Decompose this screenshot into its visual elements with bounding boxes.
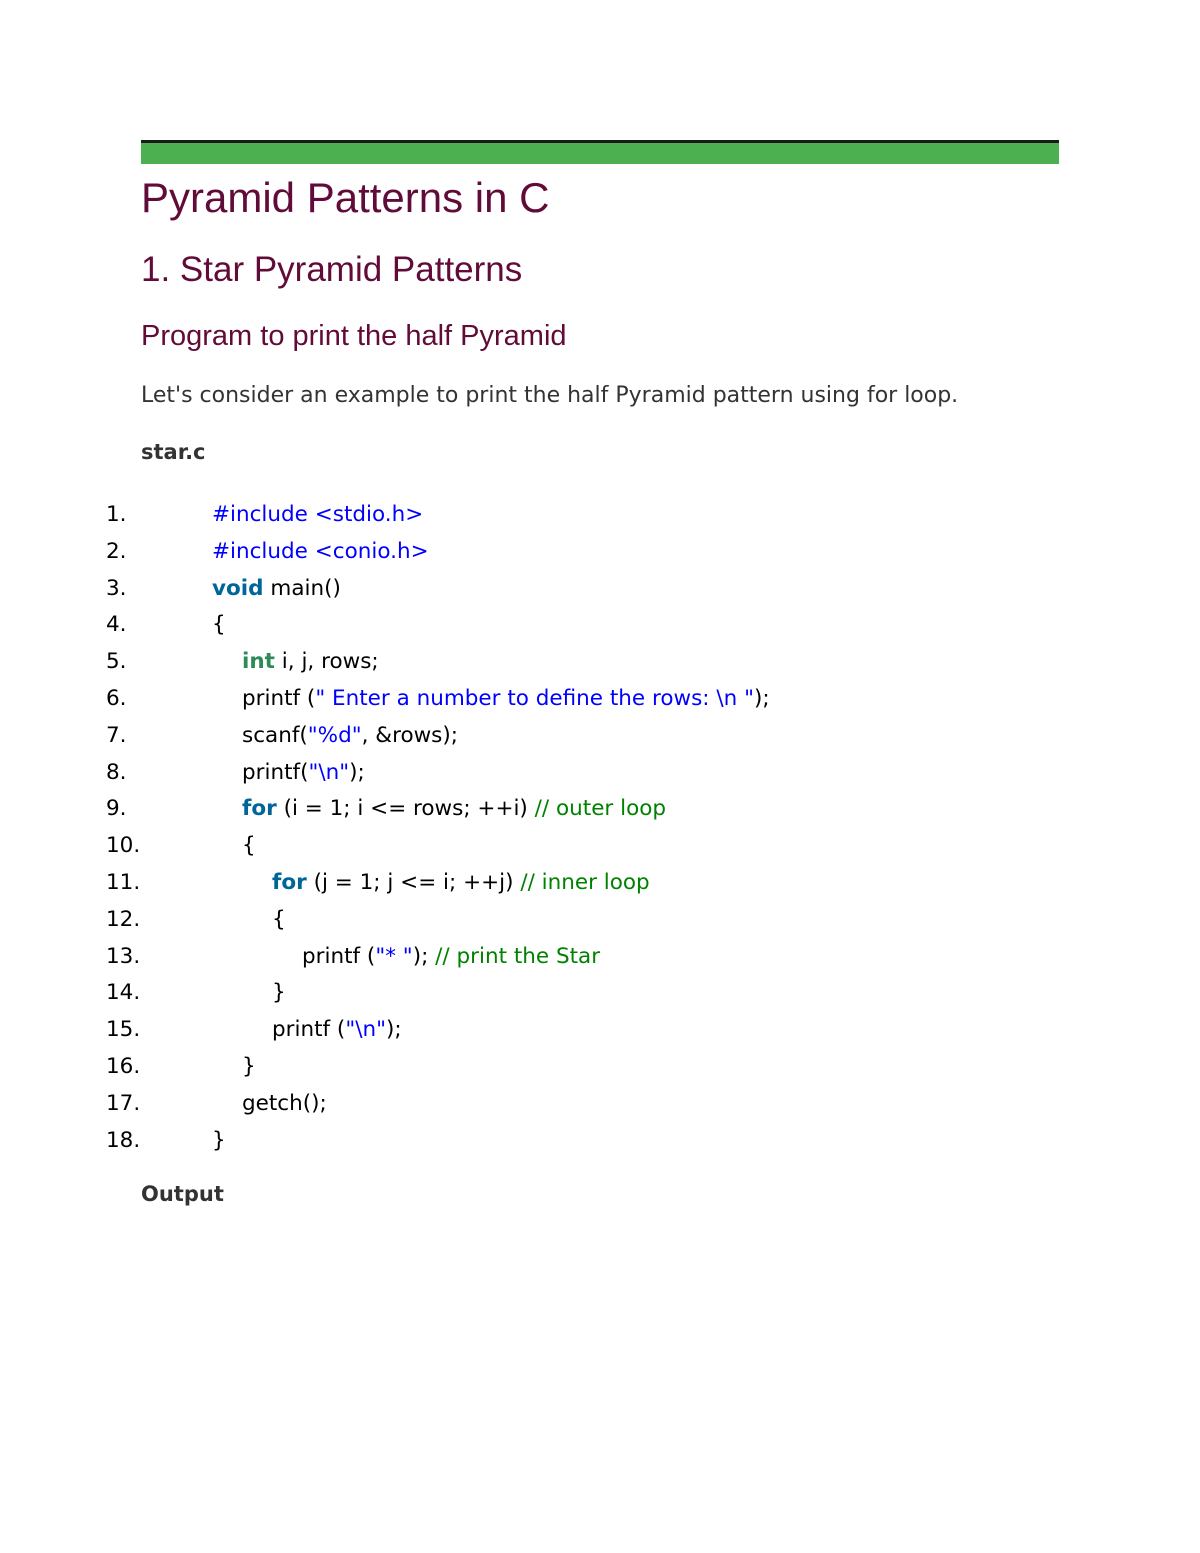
line-number: 18. <box>106 1127 141 1153</box>
code-token: main() <box>263 575 341 601</box>
code-token: (j = 1; j <= i; ++j) <box>306 869 521 895</box>
code-token: ); <box>753 685 770 711</box>
code-line <box>0 718 1200 755</box>
code-token: } <box>242 1053 256 1079</box>
line-number: 9. <box>106 796 127 822</box>
code-token: { <box>212 612 226 638</box>
line-number: 16. <box>106 1053 141 1079</box>
line-number: 4. <box>106 612 127 638</box>
code-text <box>212 534 429 571</box>
code-token: getch(); <box>242 1090 327 1116</box>
code-text <box>242 791 666 828</box>
line-number: 1. <box>106 502 127 527</box>
code-token: #include <conio.h> <box>212 538 429 564</box>
code-line <box>0 644 1200 681</box>
code-line <box>0 571 1200 608</box>
code-line <box>0 681 1200 718</box>
subsection-heading: Program to print the half Pyramid <box>141 320 567 352</box>
code-text <box>242 755 365 792</box>
code-text <box>242 1049 256 1086</box>
line-number: 3. <box>106 575 127 601</box>
line-number: 15. <box>106 1017 141 1043</box>
code-listing <box>0 497 1200 1159</box>
code-token: printf( <box>242 759 309 785</box>
code-token: ); <box>412 943 436 969</box>
section-divider-bar <box>141 140 1059 164</box>
code-token: void <box>212 575 264 601</box>
code-text <box>212 571 341 608</box>
code-line <box>0 497 1200 534</box>
code-token: "\n" <box>308 759 350 785</box>
code-token: #include <stdio.h> <box>212 502 424 527</box>
code-token: } <box>212 1127 226 1153</box>
code-text <box>242 644 379 681</box>
line-number: 12. <box>106 906 141 932</box>
code-token: "%d" <box>307 722 362 748</box>
code-token: ); <box>349 759 365 785</box>
code-line <box>0 1049 1200 1086</box>
code-token: { <box>242 833 256 859</box>
code-token: printf ( <box>242 685 316 711</box>
line-number: 8. <box>106 759 127 785</box>
code-token: printf ( <box>302 943 376 969</box>
code-token: int <box>242 649 275 675</box>
line-number: 2. <box>106 538 127 564</box>
code-line <box>0 939 1200 976</box>
code-token: printf ( <box>272 1017 346 1043</box>
code-line <box>0 865 1200 902</box>
code-text <box>212 1123 226 1160</box>
code-token: for <box>272 869 307 895</box>
code-line <box>0 1123 1200 1160</box>
code-line <box>0 607 1200 644</box>
code-line <box>0 828 1200 865</box>
line-number: 14. <box>106 980 141 1006</box>
code-token: , &rows); <box>361 722 459 748</box>
code-text <box>212 497 423 534</box>
code-token: " Enter a number to define the rows: \n " <box>315 685 754 711</box>
code-text <box>272 975 286 1012</box>
code-text <box>272 1012 402 1049</box>
code-text <box>272 865 650 902</box>
code-line <box>0 534 1200 571</box>
code-text <box>242 681 770 718</box>
page-title: Pyramid Patterns in C <box>141 174 550 221</box>
line-number: 7. <box>106 722 127 748</box>
code-line <box>0 1086 1200 1123</box>
section-heading: 1. Star Pyramid Patterns <box>141 250 523 289</box>
intro-paragraph: Let's consider an example to print the half Pyramid pattern using for loop. <box>141 383 959 408</box>
code-token: "* " <box>375 943 413 969</box>
line-number: 10. <box>106 833 141 859</box>
code-line <box>0 1012 1200 1049</box>
line-number: 17. <box>106 1090 141 1116</box>
code-text <box>272 902 286 939</box>
line-number: 11. <box>106 869 141 895</box>
code-filename: star.c <box>141 440 206 464</box>
code-line <box>0 902 1200 939</box>
code-token: i, j, rows; <box>274 649 379 675</box>
code-line <box>0 791 1200 828</box>
code-token: { <box>272 906 286 932</box>
code-text <box>242 718 458 755</box>
code-token: for <box>242 796 277 822</box>
code-token: // inner loop <box>520 869 650 895</box>
code-token: ); <box>385 1017 402 1043</box>
code-text <box>302 939 600 976</box>
code-line <box>0 975 1200 1012</box>
code-token: // outer loop <box>534 796 667 822</box>
output-heading: Output <box>141 1182 224 1206</box>
code-text <box>242 828 256 865</box>
line-number: 6. <box>106 685 127 711</box>
code-token: (i = 1; i <= rows; ++i) <box>276 796 535 822</box>
code-token: "\n" <box>345 1017 386 1043</box>
code-token: scanf( <box>242 722 308 748</box>
code-text <box>212 607 226 644</box>
line-number: 13. <box>106 943 141 969</box>
line-number: 5. <box>106 649 127 675</box>
code-line <box>0 755 1200 792</box>
code-token: // print the Star <box>435 943 601 969</box>
code-token: } <box>272 980 286 1006</box>
code-text <box>242 1086 327 1123</box>
